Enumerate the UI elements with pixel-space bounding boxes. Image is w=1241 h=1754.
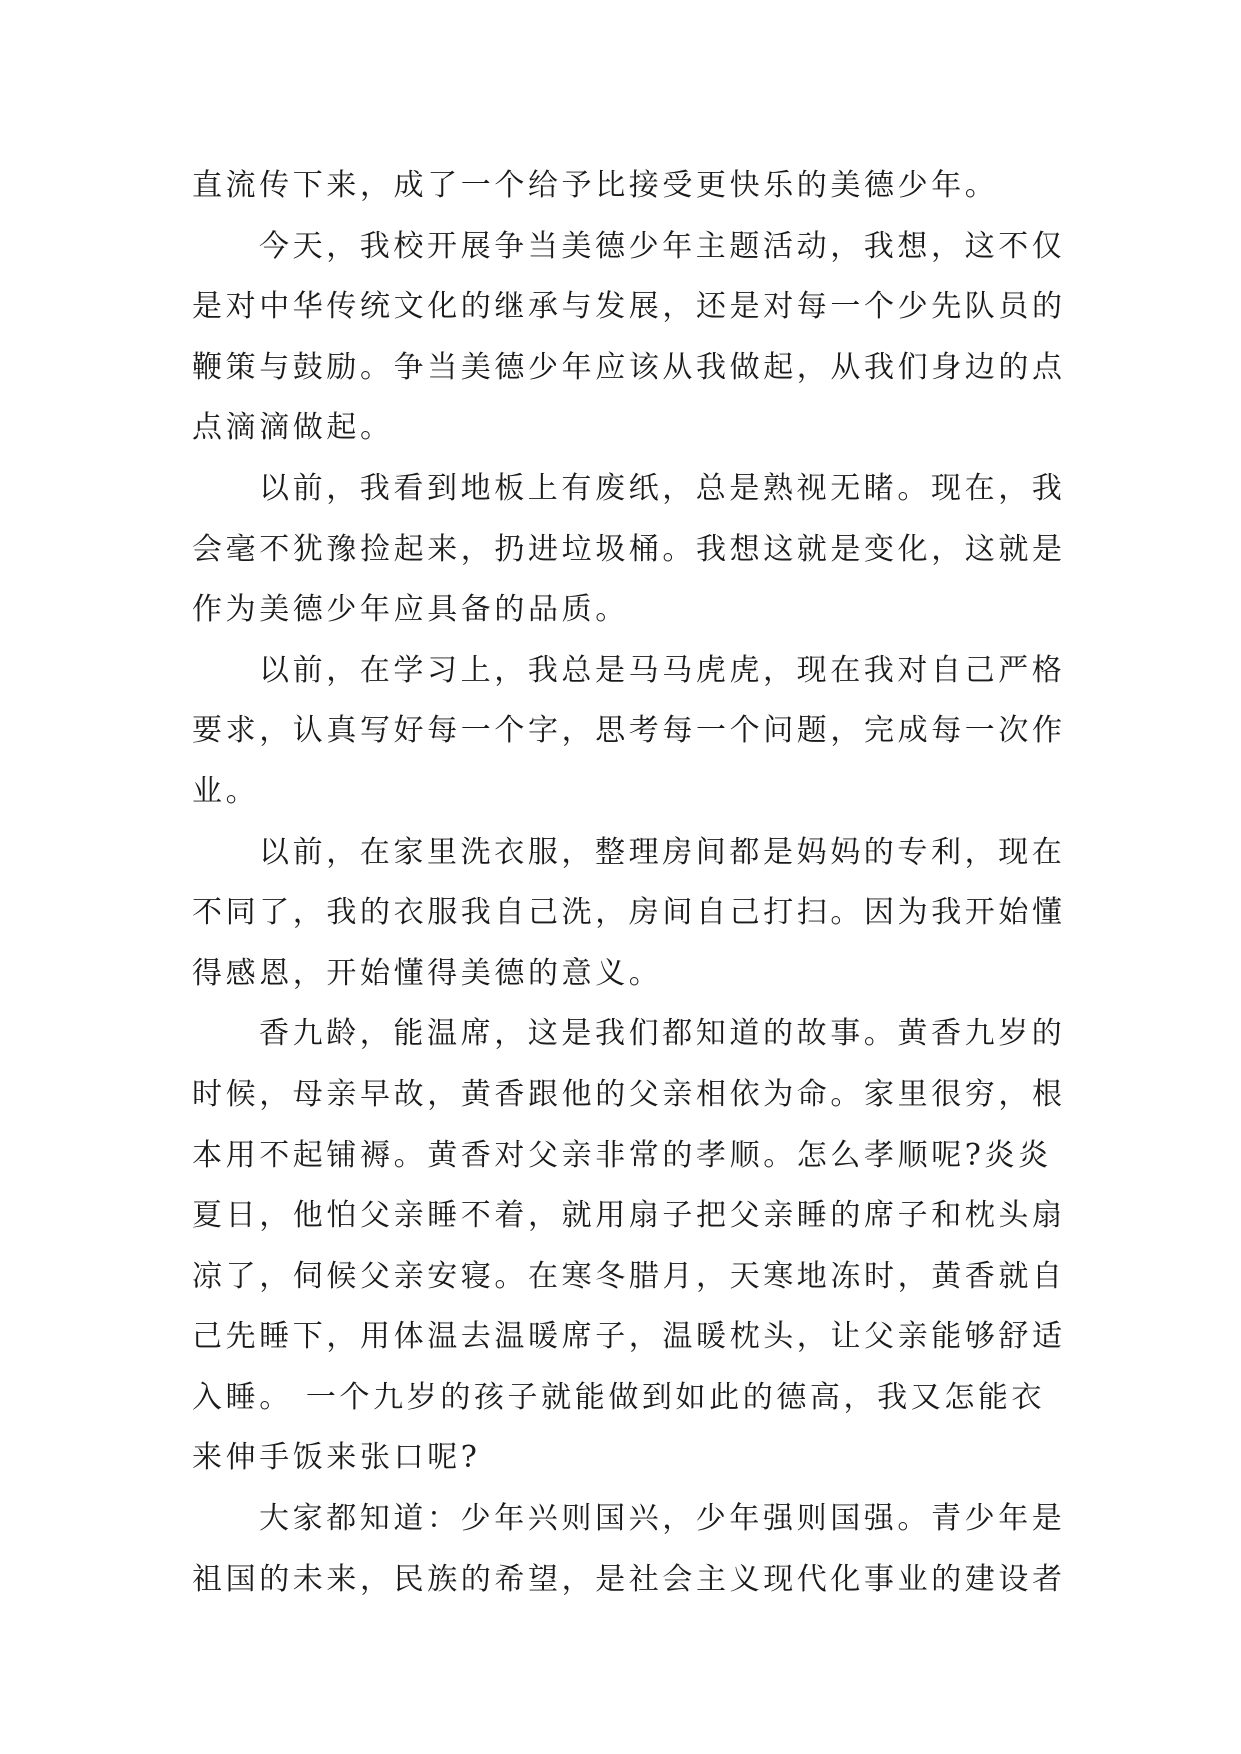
text-line: 会毫不犹豫捡起来，扔进垃圾桶。我想这就是变化，这就是 <box>192 531 1066 567</box>
text-line: 点滴滴做起。 <box>192 410 394 446</box>
text-line: 不同了，我的衣服我自己洗，房间自己打扫。因为我开始懂 <box>192 895 1066 931</box>
text-line: 祖国的未来，民族的希望，是社会主义现代化事业的建设者 <box>192 1561 1066 1597</box>
text-line: 己先睡下，用体温去温暖席子，温暖枕头，让父亲能够舒适 <box>192 1319 1066 1355</box>
text-line: 入睡。 一个九岁的孩子就能做到如此的德高，我又怎能衣 <box>192 1379 1046 1415</box>
text-line: 夏日，他怕父亲睡不着，就用扇子把父亲睡的席子和枕头扇 <box>192 1198 1066 1234</box>
text-line: 香九龄，能温席，这是我们都知道的故事。黄香九岁的 <box>259 1016 1066 1052</box>
text-line: 是对中华传统文化的继承与发展，还是对每一个少先队员的 <box>192 289 1066 325</box>
text-line: 来伸手饭来张口呢? <box>192 1440 481 1476</box>
text-line: 鞭策与鼓励。争当美德少年应该从我做起，从我们身边的点 <box>192 349 1066 385</box>
text-line: 业。 <box>192 773 260 809</box>
text-line: 直流传下来，成了一个给予比接受更快乐的美德少年。 <box>192 168 999 203</box>
text-line: 本用不起铺褥。黄香对父亲非常的孝顺。怎么孝顺呢?炎炎 <box>192 1137 1052 1173</box>
text-line: 大家都知道：少年兴则国兴，少年强则国强。青少年是 <box>259 1501 1066 1537</box>
text-line: 时候，母亲早故，黄香跟他的父亲相依为命。家里很穷，根 <box>192 1076 1066 1112</box>
text-line: 作为美德少年应具备的品质。 <box>192 592 629 628</box>
text-line: 要求，认真写好每一个字，思考每一个问题，完成每一次作 <box>192 713 1066 749</box>
text-line: 以前，在家里洗衣服，整理房间都是妈妈的专利，现在 <box>259 834 1066 870</box>
text-line: 得感恩，开始懂得美德的意义。 <box>192 955 663 991</box>
text-line: 今天，我校开展争当美德少年主题活动，我想，这不仅 <box>259 228 1066 264</box>
text-line: 凉了，伺候父亲安寝。在寒冬腊月，天寒地冻时，黄香就自 <box>192 1258 1066 1294</box>
text-line: 以前，在学习上，我总是马马虎虎，现在我对自己严格 <box>259 652 1066 688</box>
document-body <box>192 156 1066 1610</box>
text-line: 以前，我看到地板上有废纸，总是熟视无睹。现在，我 <box>259 470 1066 506</box>
